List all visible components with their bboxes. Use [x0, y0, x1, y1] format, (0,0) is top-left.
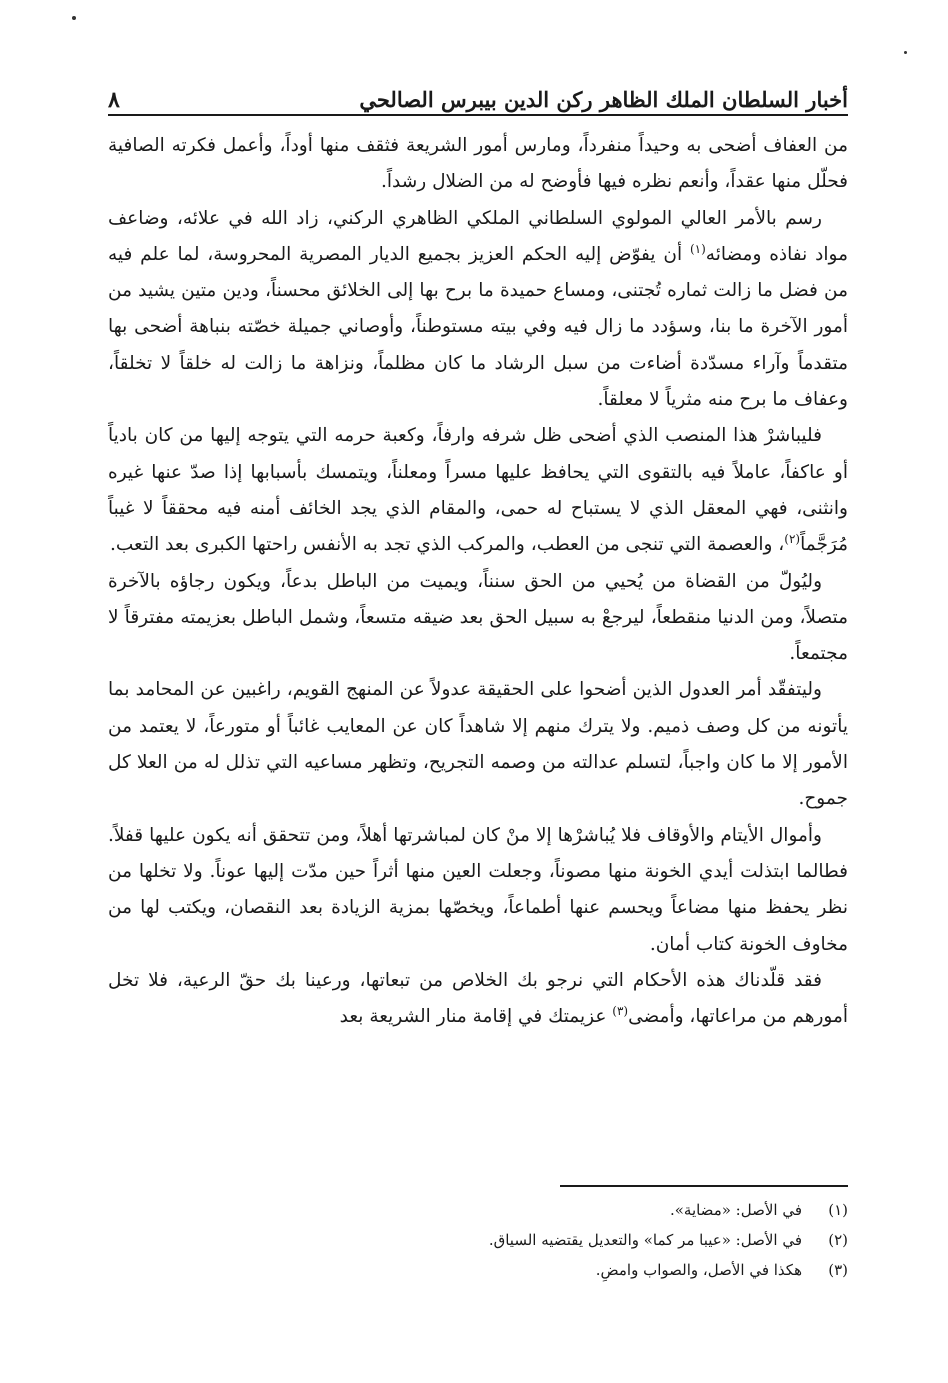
paragraph-text: رسم بالأمر العالي المولوي السلطاني الملكي الظاهري الركني، زاد الله في علائه، وضاعف مواد نفاذه ومضائه [108, 207, 848, 265]
book-page [108, 82, 848, 1342]
footnote-marker: (٢) [784, 532, 801, 547]
footnote [108, 1195, 848, 1225]
paragraph-text: فليباشرْ هذا المنصب الذي أضحى ظل شرفه وارفاً، وكعبة حرمه التي يتوجه إليها من كان بادياً أو عاكفاً، عاملاً فيه بالتقوى التي يحافظ عليها مسراً ومعلناً، ويتمسك بأسبابها إذا صدّ عنها غيره وانثنى، فهي المعقل الذي لا يستباح له حمى، والمقام الذي يجد الخائف أمنه فيه محققاً لا غيباً مُرَجَّماً [108, 425, 848, 556]
paragraph [108, 201, 848, 419]
main-text [108, 128, 848, 1035]
footnote [108, 1255, 848, 1285]
footnote [108, 1225, 848, 1255]
paragraph [108, 564, 848, 673]
footnote-number: (١) [828, 1201, 848, 1219]
paragraph [108, 418, 848, 563]
footnote-text: في الأصل: «عيبا مر كما» والتعديل يقتضيه السياق. [488, 1231, 802, 1249]
paragraph-text: وليتفقّد أمر العدول الذين أضحوا على الحقيقة عدولاً عن المنهج القويم، راغبين عن المحامد بما يأتونه من كل وصف ذميم. ولا يترك منهم إلا شاهداً كان عن المعايب غائباً أو متورعاً، لا يعتمد من الأمور إلا ما كان واجباً، لتسلم عدالته من وصمه التجريح، وتظهر مساعيه التي تذلل له من العلا كل جموح. [108, 679, 848, 810]
footnote-marker: (٣) [612, 1003, 629, 1018]
paragraph [108, 818, 848, 963]
running-header [108, 82, 848, 116]
footnote-marker: (١) [689, 241, 706, 256]
paragraph [108, 672, 848, 817]
footnote-number: (٢) [828, 1231, 848, 1249]
paragraph-text: من العفاف أضحى به وحيداً منفرداً، ومارس أمور الشريعة فثقف منها أوداً، وأعمل فكرته الصافية فحلّل منها عقداً، وأنعم نظره فيها فأوضح له من الضلال رشداً. [108, 135, 848, 193]
footnotes [108, 1195, 848, 1285]
page-number: ٨ [108, 87, 120, 113]
footnote-text: في الأصل: «مضاية». [669, 1201, 802, 1219]
footnote-divider [560, 1185, 848, 1187]
running-title: أخبار السلطان الملك الظاهر ركن الدين بيبرس الصالحي [359, 87, 848, 112]
paragraph-text: وأموال الأيتام والأوقاف فلا يُباشرْها إلا منْ كان لمباشرتها أهلاً، ومن تتحقق أنه يكون عليها قفلاً. فطالما ابتذلت أيدي الخونة منها مصوناً، وجعلت العين منها أثراً حين مدّت إليها عوناً. ولا تخلها من نظر يحفظ منها مضاعاً ويحسم عنها أطماعاً، ويخصّها بمزية الزيادة بعد النقصان، ويكتب لها من مخاوف الخونة كتاب أمان. [108, 824, 848, 955]
scan-speck [904, 51, 907, 54]
paragraph-text: عزيمتك في إقامة منار الشريعة بعد [339, 1006, 613, 1028]
paragraph-text: ، والعصمة التي تنجى من العطب، والمركب الذي تجد به الأنفس راحتها الكبرى بعد التعب. [109, 534, 785, 556]
footnote-text: هكذا في الأصل، والصواب وامضِ. [595, 1261, 802, 1279]
paragraph-text: أن يفوّض إليه الحكم العزيز بجميع الديار المصرية المحروسة، لما علم فيه من فضل ما زالت ثماره تُجتنى، ومساع حميدة ما برح بها إلى الخلائق محسناً، ودين متين يشيد من أمور الآخرة ما بنا، وسؤدد ما زال فيه وفي بيته مستوطناً، وأوصاني جميلة خصّته بنباهة أضحى بها متقدماً وآراء مسدّدة أضاءت من سبل الرشاد ما كان مظلماً، ونزاهة ما زالت له خلقاً لا تخلقاً، وعفاف ما برح منه مثرياً لا معلقاً. [108, 243, 848, 411]
paragraph-text: فقد قلّدناك هذه الأحكام التي نرجو بك الخلاص من تبعاتها، ورعينا بك حقّ الرعية، فلا تخل أمورهم من مراعاتها، وأمضى [108, 969, 848, 1028]
paragraph [108, 128, 848, 201]
paragraph [108, 963, 848, 1036]
scan-speck [72, 16, 76, 20]
footnote-number: (٣) [828, 1261, 848, 1279]
paragraph-text: وليُولّ من القضاة من يُحيي من الحق سنناً، ويميت من الباطل بدعاً، ويكون رجاؤه بالآخرة متصلاً، ومن الدنيا منقطعاً، ليرجعْ به سبيل الحق بعد ضيقه متسعاً، وشمل الباطل بعزيمته مفترقاً لا مجتمعاً. [108, 570, 848, 665]
